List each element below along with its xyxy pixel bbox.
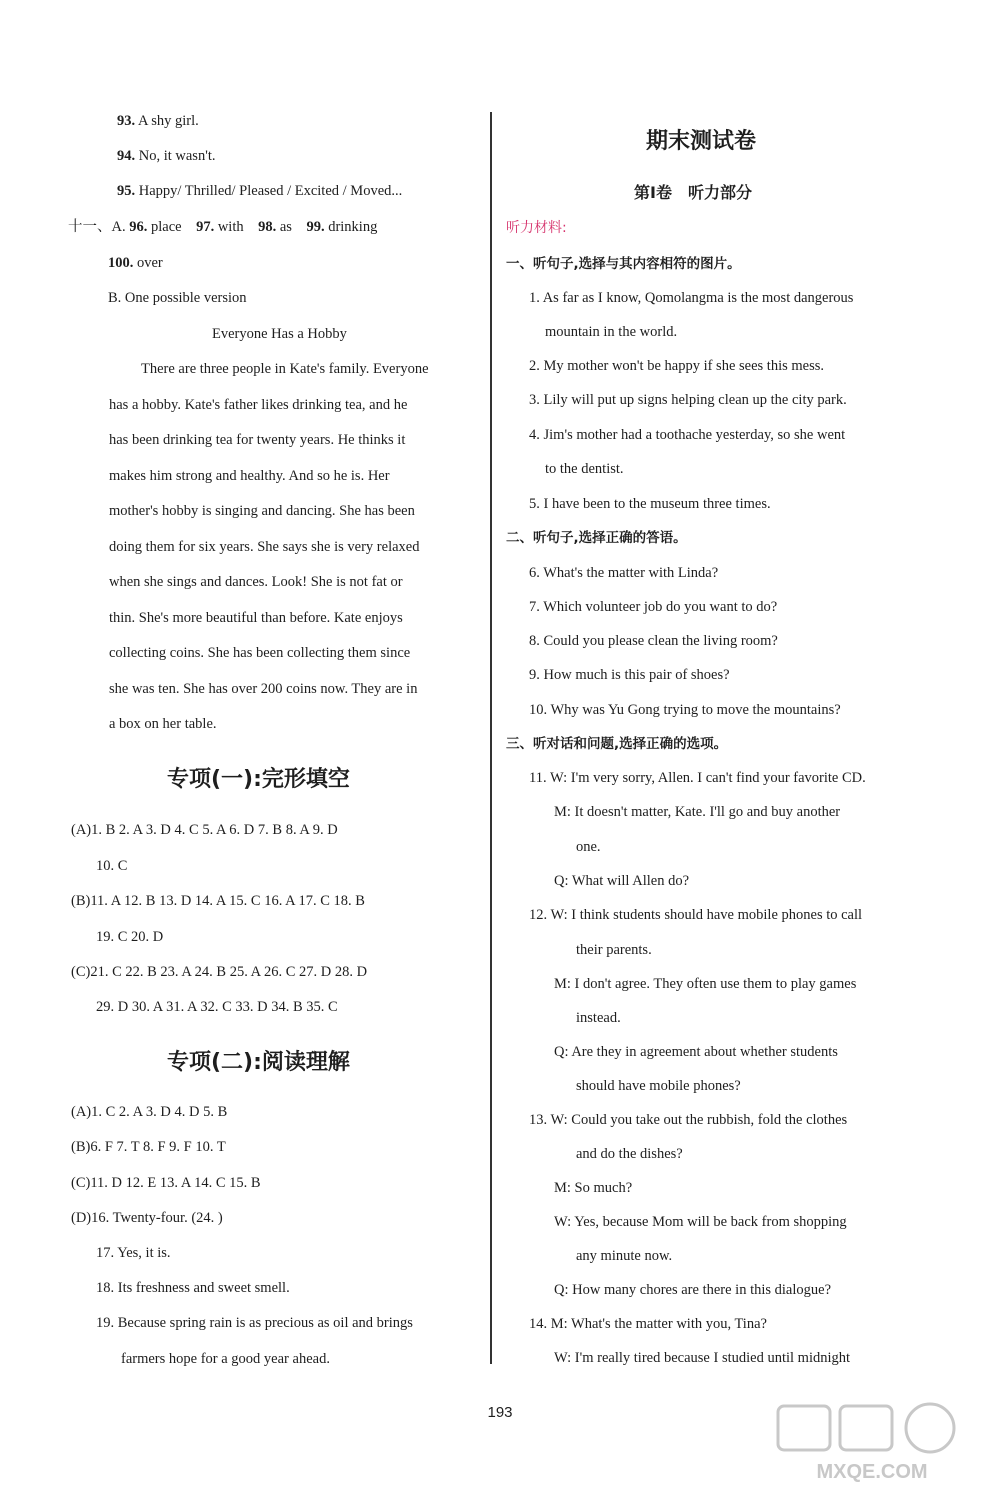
- section-heading-cloze: 专项(一):完形填空: [167, 767, 350, 792]
- watermark-logo: [772, 1400, 972, 1488]
- exam-subtitle: 第Ⅰ卷 听力部分: [634, 183, 752, 202]
- reading-answers: 17. Yes, it is.: [96, 1245, 171, 1261]
- essay-line: has a hobby. Kate's father likes drinking tea, and he: [109, 397, 408, 413]
- dialogue-line: 13. W: Could you take out the rubbish, fold the clothes: [529, 1112, 848, 1128]
- listening-line: mountain in the world.: [545, 324, 678, 340]
- reading-answers: (A)1. C 2. A 3. D 4. D 5. B: [71, 1104, 228, 1120]
- dialogue-line: 12. W: I think students should have mobile phones to call: [529, 907, 863, 923]
- listening-line: 2. My mother won't be happy if she sees this mess.: [529, 358, 824, 374]
- answer-95: 95. Happy/ Thrilled/ Pleased / Excited / Moved...: [117, 183, 403, 199]
- listening-line: 3. Lily will put up signs helping clean up the city park.: [529, 392, 847, 408]
- reading-answers: (C)11. D 12. E 13. A 14. C 15. B: [71, 1175, 261, 1191]
- essay-line: has been drinking tea for twenty years. He thinks it: [109, 432, 406, 448]
- listening-line: to the dentist.: [545, 461, 624, 477]
- dialogue-line: M: So much?: [554, 1180, 633, 1196]
- essay-line: a box on her table.: [109, 716, 217, 732]
- dialogue-line: instead.: [576, 1010, 621, 1026]
- essay-title: Everyone Has a Hobby: [212, 326, 347, 342]
- reading-answers: 19. Because spring rain is as precious as oil and brings: [96, 1315, 413, 1331]
- dialogue-line: one.: [576, 839, 601, 855]
- section-1-instruction: 一、听句子,选择与其内容相符的图片。: [506, 256, 741, 272]
- essay-line: collecting coins. She has been collecting them since: [109, 645, 411, 661]
- listening-line: 9. How much is this pair of shoes?: [529, 667, 730, 683]
- listening-line: 1. As far as I know, Qomolangma is the most dangerous: [529, 290, 854, 306]
- listening-line: 6. What's the matter with Linda?: [529, 565, 719, 581]
- essay-line: when she sings and dances. Look! She is not fat or: [109, 574, 403, 590]
- cloze-answers: 29. D 30. A 31. A 32. C 33. D 34. B 35. C: [96, 999, 338, 1015]
- answer-section-11: 十一、A. 96. place 97. with 98. as 99. drinking: [68, 219, 378, 235]
- answer-100: 100. over: [108, 255, 163, 271]
- dialogue-line: M: I don't agree. They often use them to play games: [554, 976, 857, 992]
- page-number: 193: [487, 1404, 513, 1421]
- dialogue-line: and do the dishes?: [576, 1146, 683, 1162]
- answer-93: 93. A shy girl.: [117, 113, 199, 129]
- essay-line: mother's hobby is singing and dancing. She has been: [109, 503, 415, 519]
- cloze-answers: 10. C: [96, 858, 128, 874]
- exam-title: 期末测试卷: [646, 129, 757, 154]
- dialogue-line: should have mobile phones?: [576, 1078, 741, 1094]
- dialogue-line: W: Yes, because Mom will be back from shopping: [554, 1214, 847, 1230]
- svg-text:MXQE.COM: MXQE.COM: [816, 1461, 928, 1483]
- cloze-answers: (A)1. B 2. A 3. D 4. C 5. A 6. D 7. B 8. A 9. D: [71, 822, 338, 838]
- reading-answers: (B)6. F 7. T 8. F 9. F 10. T: [71, 1139, 226, 1155]
- listening-line: 5. I have been to the museum three times.: [529, 496, 771, 512]
- dialogue-line: Q: What will Allen do?: [554, 873, 690, 889]
- dialogue-line: 11. W: I'm very sorry, Allen. I can't find your favorite CD.: [529, 770, 866, 786]
- section-heading-reading: 专项(二):阅读理解: [167, 1050, 350, 1075]
- column-divider: [490, 112, 492, 1364]
- listening-material-label: 听力材料:: [506, 220, 567, 236]
- dialogue-line: their parents.: [576, 942, 652, 958]
- essay-line: she was ten. She has over 200 coins now. They are in: [109, 681, 418, 697]
- essay-line: thin. She's more beautiful than before. Kate enjoys: [109, 610, 403, 626]
- reading-answers: farmers hope for a good year ahead.: [121, 1351, 330, 1367]
- dialogue-line: any minute now.: [576, 1248, 673, 1264]
- section-3-instruction: 三、听对话和问题,选择正确的选项。: [506, 736, 728, 752]
- listening-line: 8. Could you please clean the living room?: [529, 633, 778, 649]
- listening-line: 7. Which volunteer job do you want to do?: [529, 599, 778, 615]
- section-2-instruction: 二、听句子,选择正确的答语。: [506, 530, 687, 546]
- cloze-answers: (B)11. A 12. B 13. D 14. A 15. C 16. A 17. C 18. B: [71, 893, 365, 909]
- listening-line: 10. Why was Yu Gong trying to move the mountains?: [529, 702, 841, 718]
- essay-line: doing them for six years. She says she is very relaxed: [109, 539, 420, 555]
- listening-line: 4. Jim's mother had a toothache yesterday, so she went: [529, 427, 846, 443]
- dialogue-line: M: It doesn't matter, Kate. I'll go and buy another: [554, 804, 841, 820]
- answer-94: 94. No, it wasn't.: [117, 148, 216, 164]
- cloze-answers: (C)21. C 22. B 23. A 24. B 25. A 26. C 27. D 28. D: [71, 964, 368, 980]
- reading-answers: 18. Its freshness and sweet smell.: [96, 1280, 290, 1296]
- cloze-answers: 19. C 20. D: [96, 929, 164, 945]
- answer-b-label: B. One possible version: [108, 290, 247, 306]
- dialogue-line: Q: How many chores are there in this dialogue?: [554, 1282, 832, 1298]
- dialogue-line: Q: Are they in agreement about whether students: [554, 1044, 838, 1060]
- dialogue-line: 14. M: What's the matter with you, Tina?: [529, 1316, 767, 1332]
- essay-line: There are three people in Kate's family. Everyone: [141, 361, 429, 377]
- essay-line: makes him strong and healthy. And so he is. Her: [109, 468, 390, 484]
- reading-answers: (D)16. Twenty-four. (24. ): [71, 1210, 223, 1226]
- dialogue-line: W: I'm really tired because I studied until midnight: [554, 1350, 851, 1366]
